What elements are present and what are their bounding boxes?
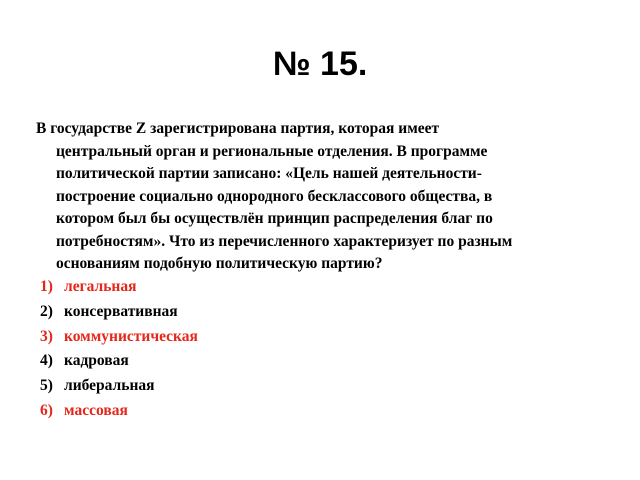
answer-number: 4) — [40, 352, 53, 370]
answer-option-6 — [40, 399, 198, 424]
slide-title: № 15. — [272, 45, 368, 83]
question-line: В государстве Z зарегистрирована партия, которая имеет — [36, 120, 440, 137]
question-line: потребностям». Что из перечисленного характеризует по разным — [56, 232, 513, 250]
question-text — [36, 118, 602, 276]
answer-option-4 — [40, 349, 198, 374]
answer-text: легальная — [64, 278, 137, 295]
answer-number: 2) — [40, 302, 53, 320]
answer-text: коммунистическая — [64, 327, 198, 345]
answer-text: кадровая — [64, 352, 129, 370]
answer-text: либеральная — [64, 377, 155, 395]
answer-option-1 — [40, 275, 198, 300]
answer-number: 3) — [40, 327, 53, 345]
answer-list — [40, 275, 198, 424]
answer-option-2 — [40, 300, 198, 325]
question-line: построение социально однородного бесклассового общества, в — [56, 187, 493, 205]
answer-text: консервативная — [64, 302, 178, 320]
answer-number: 1) — [40, 278, 53, 295]
question-line: политической партии записано: «Цель нашей деятельности- — [56, 165, 482, 182]
question-line: котором был бы осуществлён принцип распределения благ по — [56, 210, 493, 227]
answer-text: массовая — [64, 401, 128, 419]
answer-number: 5) — [40, 377, 53, 395]
answer-option-3 — [40, 325, 198, 350]
answer-number: 6) — [40, 401, 53, 419]
question-line: основаниям подобную политическую партию? — [56, 255, 383, 272]
answer-option-5 — [40, 374, 198, 399]
question-line: центральный орган и региональные отделения. В программе — [56, 142, 488, 160]
